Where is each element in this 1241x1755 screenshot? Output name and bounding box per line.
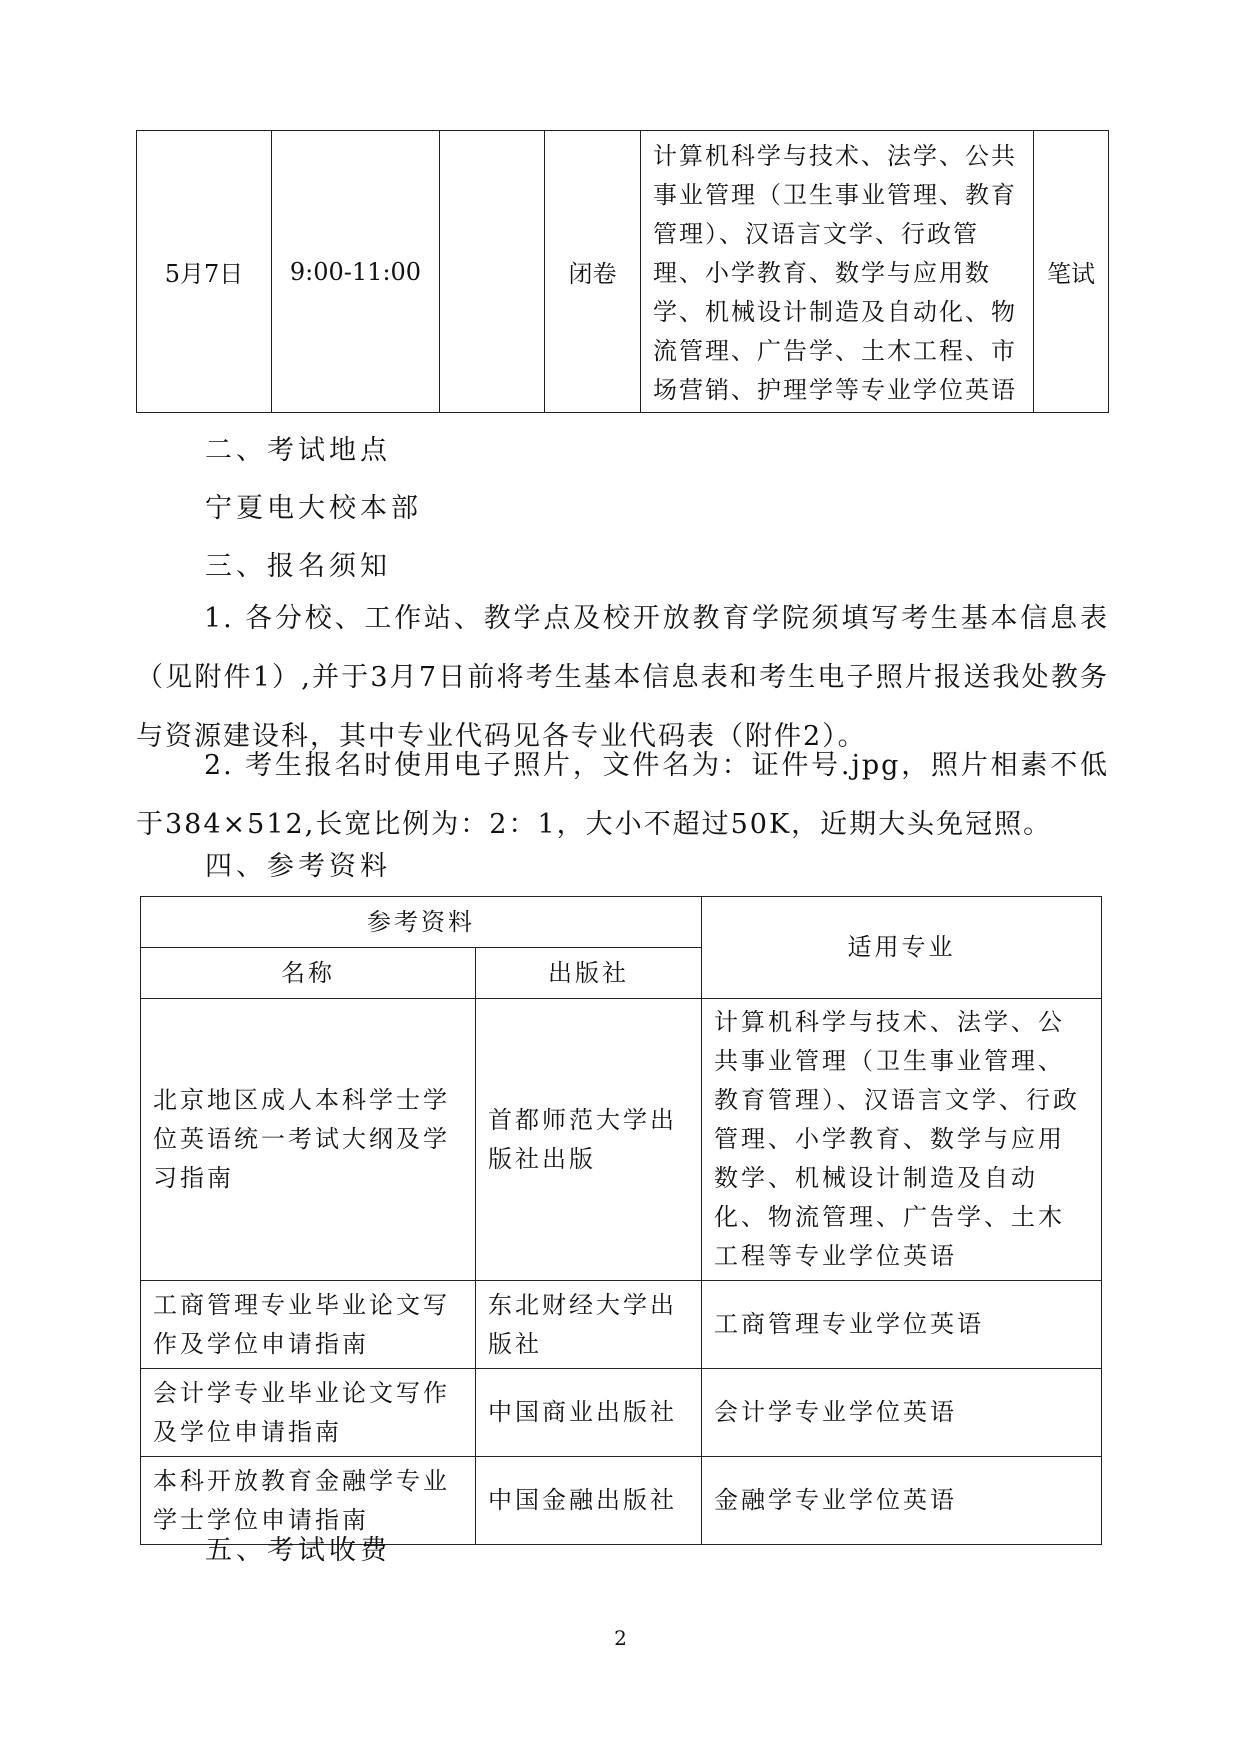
exam-blank-cell xyxy=(440,131,545,413)
exam-type: 笔试 xyxy=(1034,131,1109,413)
section-heading-references: 四、参考资料 xyxy=(205,851,391,882)
reference-majors: 会计学专业学位英语 xyxy=(702,1369,1102,1457)
table-row xyxy=(141,1281,1102,1369)
reference-publisher: 东北财经大学出版社 xyxy=(476,1281,702,1369)
exam-location: 宁夏电大校本部 xyxy=(205,493,422,524)
reference-table xyxy=(140,896,1102,1545)
section-heading-registration: 三、报名须知 xyxy=(205,551,391,582)
section-heading-location: 二、考试地点 xyxy=(205,435,391,466)
reference-publisher: 首都师范大学出版社出版 xyxy=(476,999,702,1281)
exam-date: 5月7日 xyxy=(137,131,272,413)
exam-schedule-table xyxy=(136,130,1109,413)
header-majors: 适用专业 xyxy=(702,897,1102,999)
table-row xyxy=(141,999,1102,1281)
page-number: 2 xyxy=(614,1626,627,1650)
header-publisher: 出版社 xyxy=(476,948,702,999)
table-row xyxy=(141,1369,1102,1457)
reference-majors: 工商管理专业学位英语 xyxy=(702,1281,1102,1369)
reference-publisher: 中国商业出版社 xyxy=(476,1369,702,1457)
reference-name: 北京地区成人本科学士学位英语统一考试大纲及学习指南 xyxy=(141,999,476,1281)
exam-mode: 闭卷 xyxy=(545,131,641,413)
table-row xyxy=(137,131,1109,413)
exam-majors: 计算机科学与技术、法学、公共事业管理（卫生事业管理、教育管理）、汉语言文学、行政管理、小学教育、数学与应用数学、机械设计制造及自动化、物流管理、广告学、土木工程、市场营销、护理学等专业学位英语 xyxy=(641,131,1034,413)
reference-majors: 金融学专业学位英语 xyxy=(702,1457,1102,1545)
registration-item-2: 2. 考生报名时使用电子照片，文件名为：证件号.jpg，照片相素不低于384×512,长宽比例为：2：1，大小不超过50K，近期大头免冠照。 xyxy=(136,750,1109,840)
reference-name: 本科开放教育金融学专业学士学位申请指南 xyxy=(141,1457,476,1545)
reference-majors: 计算机科学与技术、法学、公共事业管理（卫生事业管理、教育管理）、汉语言文学、行政管理、小学教育、数学与应用数学、机械设计制造及自动化、物流管理、广告学、土木工程等专业学位英语 xyxy=(702,999,1102,1281)
reference-name: 工商管理专业毕业论文写作及学位申请指南 xyxy=(141,1281,476,1369)
exam-time: 9:00-11:00 xyxy=(272,131,440,413)
reference-publisher: 中国金融出版社 xyxy=(476,1457,702,1545)
reference-name: 会计学专业毕业论文写作及学位申请指南 xyxy=(141,1369,476,1457)
header-reference: 参考资料 xyxy=(141,897,702,948)
section-heading-fees: 五、考试收费 xyxy=(205,1535,391,1566)
table-header-row xyxy=(141,897,1102,948)
registration-item-1: 1. 各分校、工作站、教学点及校开放教育学院须填写考生基本信息表（见附件1）,并于3月7日前将考生基本信息表和考生电子照片报送我处教务与资源建设科，其中专业代码见各专业代码表（附件2）。 xyxy=(136,603,1109,752)
header-name: 名称 xyxy=(141,948,476,999)
